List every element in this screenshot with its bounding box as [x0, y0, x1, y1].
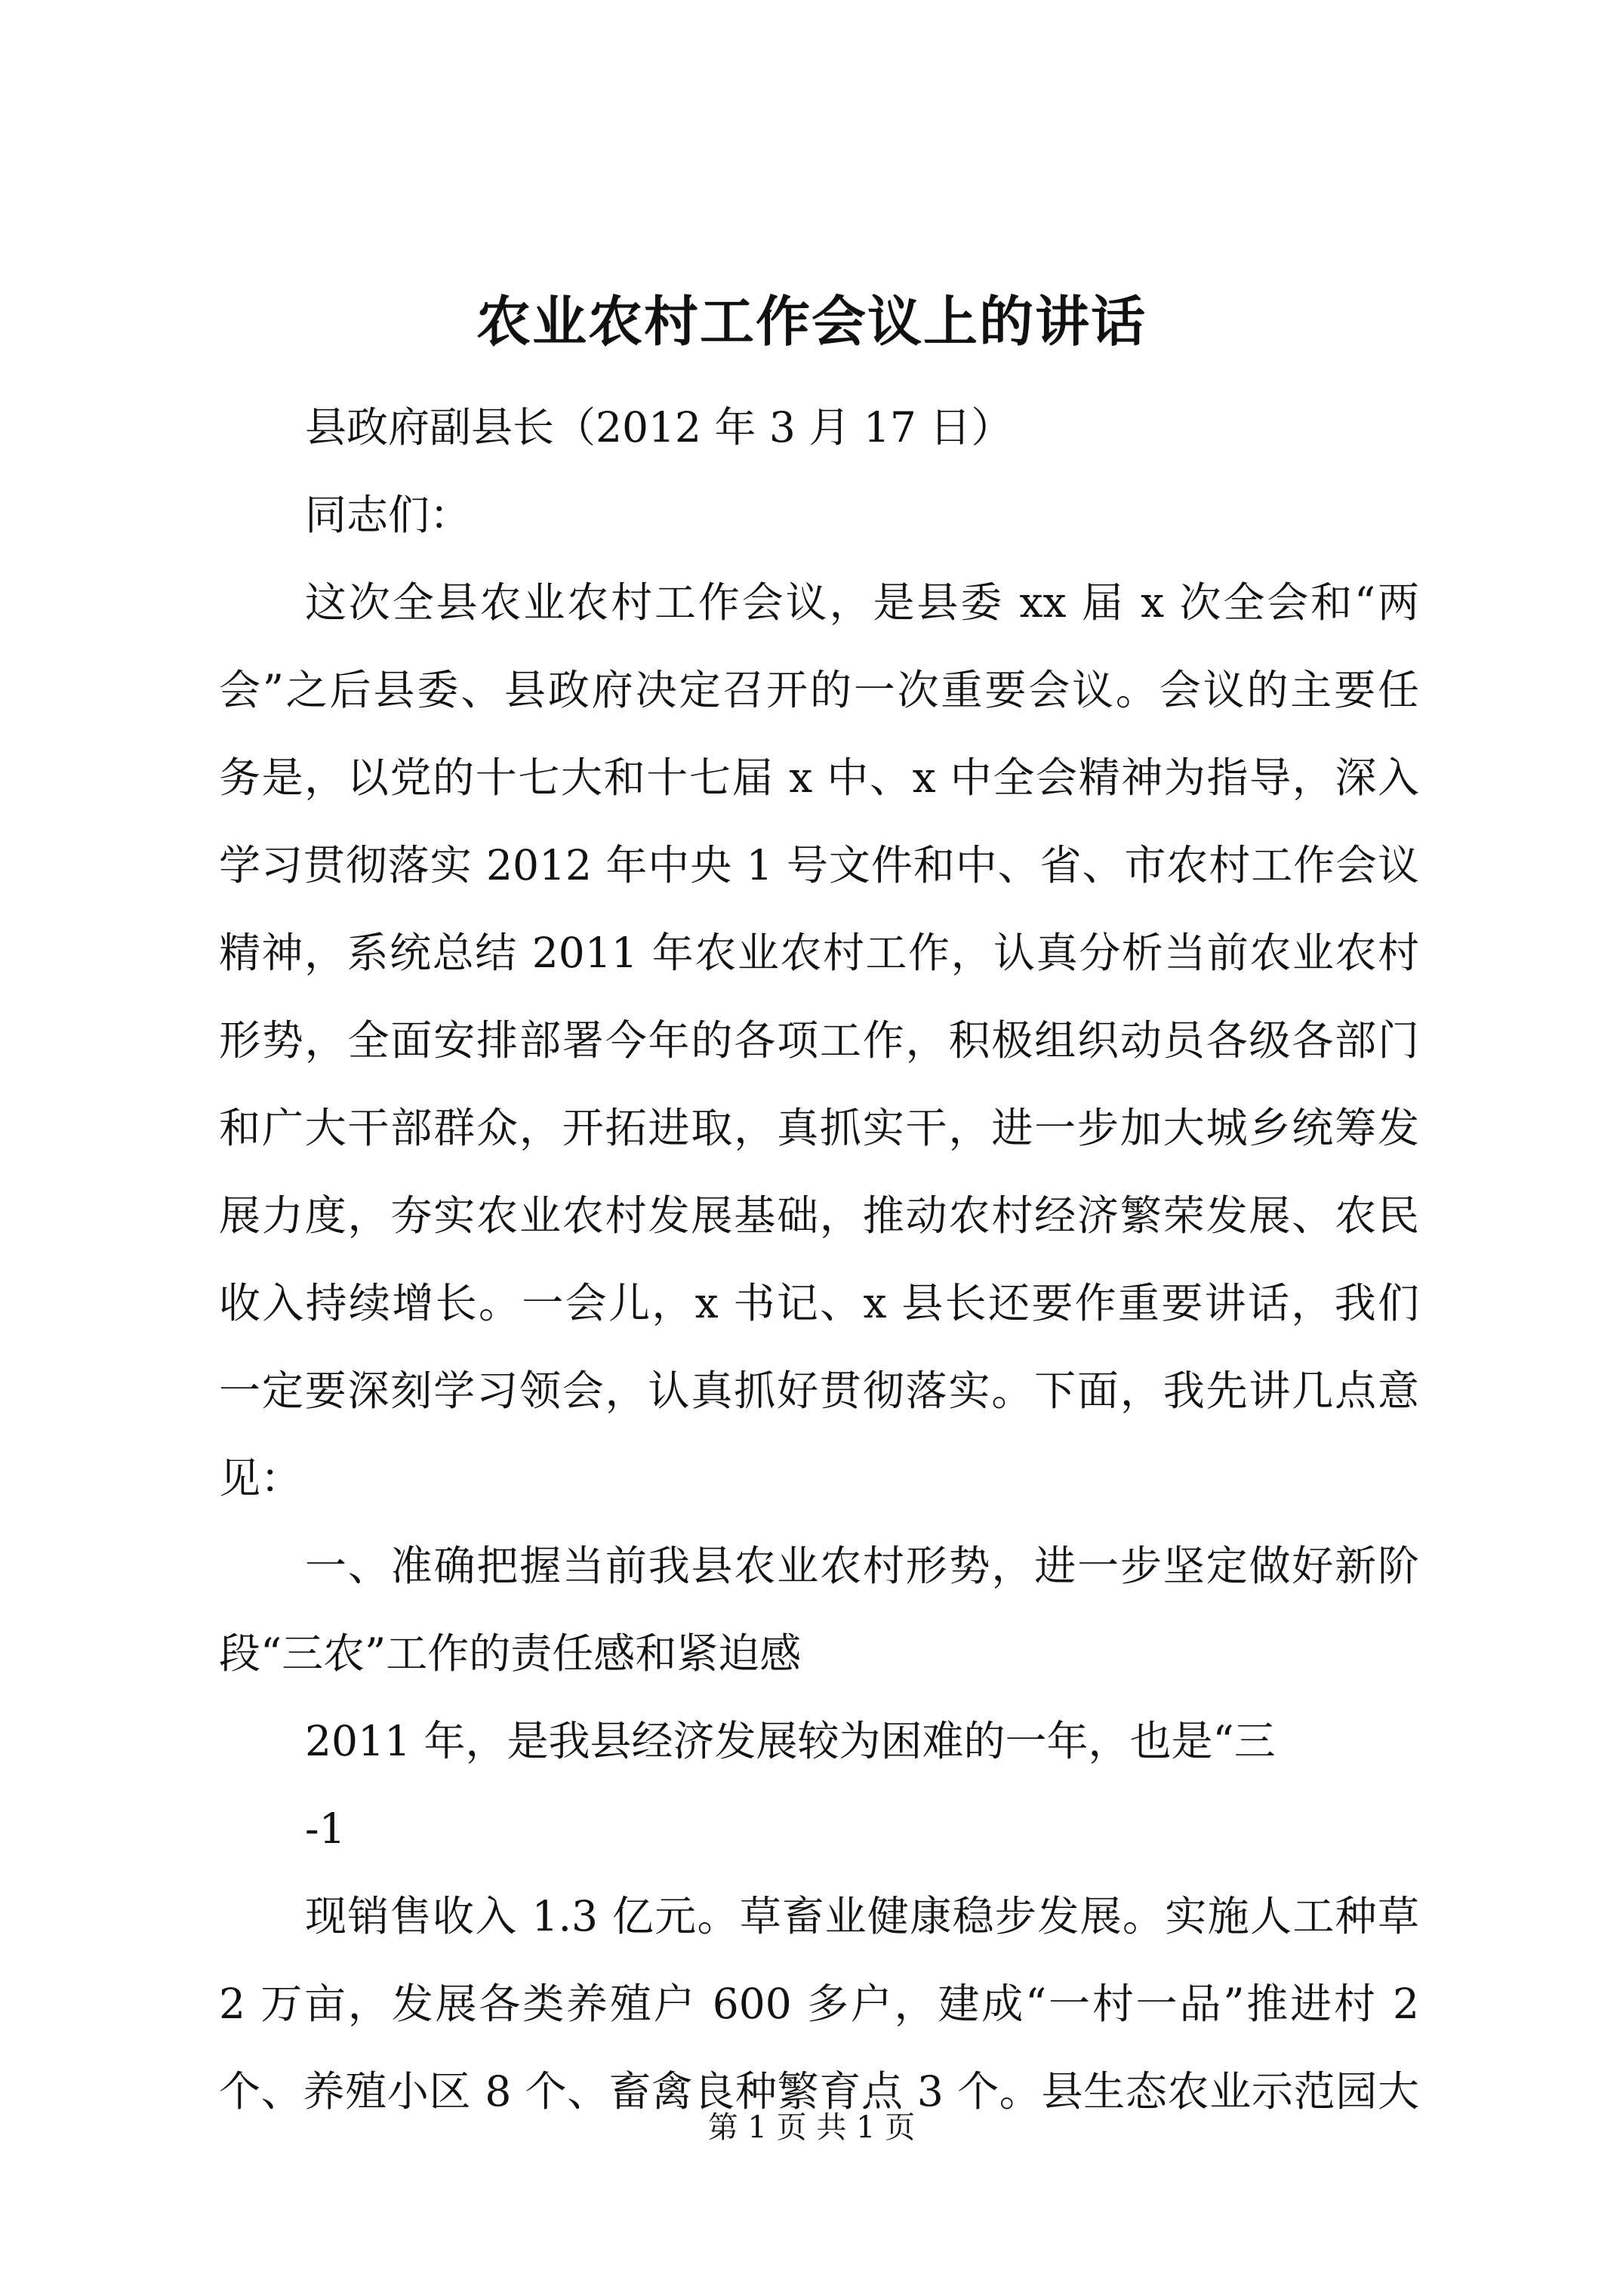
paragraph-line: 现销售收入 1.3 亿元。草畜业健康稳步发展。实施人工种草 [305, 1892, 1419, 1940]
paragraph-line: 县政府副县长（2012 年 3 月 17 日） [305, 403, 1013, 451]
paragraph-line: 务是，以党的十七大和十七届 x 中、x 中全会精神为指导，深入 [219, 754, 1419, 802]
paragraph-line: 一定要深刻学习领会，认真抓好贯彻落实。下面，我先讲几点意 [219, 1367, 1419, 1415]
paragraph-line: 学习贯彻落实 2012 年中央 1 号文件和中、省、市农村工作会议 [219, 841, 1419, 889]
document-body [219, 384, 1419, 2135]
paragraph-line: 2 万亩，发展各类养殖户 600 多户，建成“一村一品”推进村 2 [219, 1980, 1419, 2028]
paragraph-line: 见： [219, 1454, 303, 1502]
paragraph-line: 段“三农”工作的责任感和紧迫感 [219, 1629, 802, 1678]
paragraph-line: 收入持续增长。一会儿，x 书记、x 县长还要作重要讲话，我们 [219, 1279, 1419, 1327]
paragraph-line: 和广大干部群众，开拓进取，真抓实干，进一步加大城乡统筹发 [219, 1104, 1419, 1152]
paragraph-line: 形势，全面安排部署今年的各项工作，积极组织动员各级各部门 [219, 1016, 1419, 1065]
paragraph-line: 个、养殖小区 8 个、畜禽良种繁育点 3 个。县生态农业示范园大 [219, 2067, 1419, 2116]
paragraph-line: 一、准确把握当前我县农业农村形势，进一步坚定做好新阶 [305, 1542, 1419, 1590]
paragraph-line: 展力度，夯实农业农村发展基础，推动农村经济繁荣发展、农民 [219, 1191, 1419, 1240]
paragraph-line: 同志们： [305, 491, 472, 539]
document-title: 农业农村工作会议上的讲话 [476, 289, 1147, 353]
paragraph-line: -1 [305, 1804, 346, 1853]
paragraph-line: 这次全县农业农村工作会议，是县委 xx 届 x 次全会和“两 [305, 578, 1419, 627]
paragraph-line: 会”之后县委、县政府决定召开的一次重要会议。会议的主要任 [219, 666, 1419, 714]
page-footer: 第 1 页 共 1 页 [707, 2110, 916, 2145]
paragraph-line: 2011 年，是我县经济发展较为困难的一年，也是“三 [305, 1717, 1276, 1765]
paragraph-line: 精神，系统总结 2011 年农业农村工作，认真分析当前农业农村 [219, 929, 1419, 977]
